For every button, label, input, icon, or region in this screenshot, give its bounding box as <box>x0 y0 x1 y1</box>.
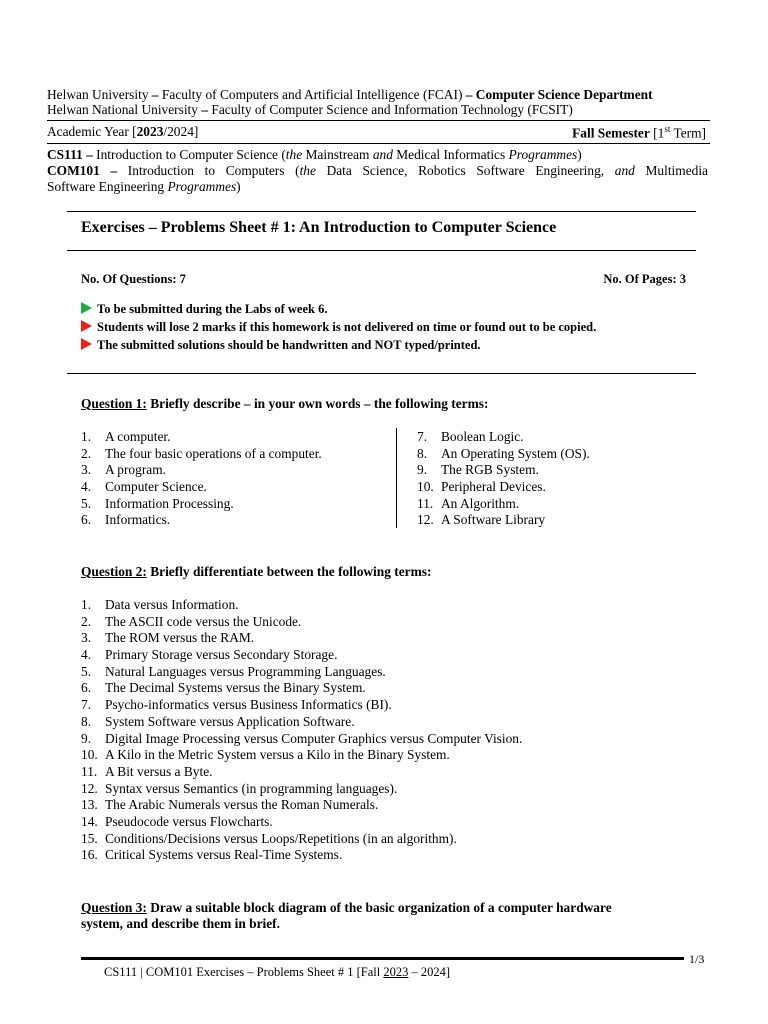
course-com101: COM101 – Introduction to Computers (the Data Science, Robotics Software Engineering, and Multimedia <box>47 163 708 178</box>
play-arrow-red-icon <box>81 338 92 350</box>
list-item-text: Boolean Logic. <box>441 429 524 444</box>
comparison-item <box>81 814 522 831</box>
comparison-item <box>81 697 522 714</box>
list-item-text: Conditions/Decisions versus Loops/Repetitions (in an algorithm). <box>105 830 457 846</box>
term-item <box>417 462 590 479</box>
term-item <box>81 512 322 529</box>
section-divider <box>67 373 696 374</box>
list-item-text: Syntax versus Semantics (in programming languages). <box>105 780 398 796</box>
comparison-item <box>81 747 522 764</box>
list-item-text: A computer. <box>105 429 171 444</box>
comparison-item <box>81 597 522 614</box>
list-item-text: A Kilo in the Metric System versus a Kilo in the Binary System. <box>105 747 450 763</box>
term-item <box>417 479 590 496</box>
term-item <box>417 496 590 513</box>
term-item <box>81 479 322 496</box>
list-item-number: 3. <box>81 462 92 478</box>
comparison-item <box>81 647 522 664</box>
list-item-text: Primary Storage versus Secondary Storage. <box>105 647 338 663</box>
semester: Fall Semester [1st Term] <box>572 124 706 141</box>
comparison-item <box>81 831 522 848</box>
term-item <box>417 429 590 446</box>
list-item-text: The ROM versus the RAM. <box>105 630 255 646</box>
question-2-heading: Question 2: Briefly differentiate between the following terms: <box>81 564 432 579</box>
course-com101-cont: Software Engineering Programmes) <box>47 179 241 194</box>
list-item-number: 11. <box>81 763 98 779</box>
list-item-number: 6. <box>81 512 92 528</box>
title-rule-top <box>67 211 696 212</box>
question-2-list <box>81 597 522 864</box>
term-item <box>81 446 322 463</box>
header-line-1: Helwan University – Faculty of Computers and Artificial Intelligence (FCAI) – Computer Science Department <box>47 87 653 102</box>
question-1-list-right <box>417 429 590 529</box>
list-item-text: The RGB System. <box>441 462 539 478</box>
list-item-text: Data versus Information. <box>105 597 239 612</box>
list-item-number: 10. <box>417 479 434 495</box>
list-item-number: 4. <box>81 479 92 495</box>
comparison-item <box>81 731 522 748</box>
list-item-number: 7. <box>81 697 92 713</box>
comparison-item <box>81 614 522 631</box>
question-1-list-left <box>81 429 322 529</box>
list-item-number: 4. <box>81 647 92 663</box>
term-item <box>417 512 590 529</box>
list-item-number: 5. <box>81 495 92 511</box>
term-item <box>81 429 322 446</box>
list-item-text: A Software Library <box>441 512 546 528</box>
play-arrow-red-icon <box>81 320 92 332</box>
list-item-text: The Arabic Numerals versus the Roman Numerals. <box>105 797 379 813</box>
list-item-text: A program. <box>105 462 166 478</box>
list-item-number: 3. <box>81 630 92 646</box>
list-item-number: 16. <box>81 847 98 863</box>
question-1-heading: Question 1: Briefly describe – in your own words – the following terms: <box>81 396 489 411</box>
list-item-text: The four basic operations of a computer. <box>105 445 322 461</box>
list-item-text: A Bit versus a Byte. <box>105 763 213 779</box>
question-3-heading: Question 3: Draw a suitable block diagram of the basic organization of a computer hardware <box>81 900 612 915</box>
list-item-number: 6. <box>81 680 92 696</box>
comparison-item <box>81 781 522 798</box>
academic-year: Academic Year [2023/2024] <box>47 124 199 139</box>
list-item-number: 2. <box>81 613 92 629</box>
list-item-number: 15. <box>81 830 98 846</box>
list-item-text: Critical Systems versus Real-Time Systems. <box>105 847 343 863</box>
notice-submission: To be submitted during the Labs of week 6. <box>81 302 327 317</box>
term-item <box>81 462 322 479</box>
sheet-title: Exercises – Problems Sheet # 1: An Introduction to Computer Science <box>81 219 557 236</box>
list-item-text: Psycho-informatics versus Business Informatics (BI). <box>105 697 392 713</box>
list-item-text: An Operating System (OS). <box>441 445 590 461</box>
number-of-pages: No. Of Pages: 3 <box>603 272 686 286</box>
term-item <box>417 446 590 463</box>
list-item-number: 1. <box>81 429 92 444</box>
header-divider-2 <box>47 143 710 144</box>
header-divider-1 <box>47 120 710 121</box>
list-item-number: 2. <box>81 445 92 461</box>
list-item-text: The Decimal Systems versus the Binary System. <box>105 680 366 696</box>
course-cs111: CS111 – Introduction to Computer Science (the Mainstream and Medical Informatics Programmes) <box>47 147 582 162</box>
list-item-number: 13. <box>81 797 98 813</box>
list-item-number: 12. <box>417 512 434 528</box>
list-item-text: Informatics. <box>105 512 171 528</box>
comparison-item <box>81 680 522 697</box>
comparison-item <box>81 714 522 731</box>
list-item-text: Natural Languages versus Programming Languages. <box>105 663 386 679</box>
comparison-item <box>81 764 522 781</box>
list-item-number: 1. <box>81 597 92 612</box>
list-item-text: Digital Image Processing versus Computer Graphics versus Computer Vision. <box>105 730 523 746</box>
comparison-item <box>81 630 522 647</box>
list-item-text: System Software versus Application Software. <box>105 713 355 729</box>
question-3-heading-cont: system, and describe them in brief. <box>81 916 280 931</box>
play-arrow-green-icon <box>81 302 92 314</box>
list-item-text: An Algorithm. <box>441 495 520 511</box>
page-number: 1/3 <box>689 952 705 966</box>
list-item-number: 9. <box>81 730 92 746</box>
question-1-column-divider <box>396 428 397 528</box>
footer-text: CS111 | COM101 Exercises – Problems Sheet # 1 [Fall 2023 – 2024] <box>104 965 451 979</box>
number-of-questions: No. Of Questions: 7 <box>81 272 186 286</box>
comparison-item <box>81 797 522 814</box>
comparison-item <box>81 664 522 681</box>
header-line-2: Helwan National University – Faculty of Computer Science and Information Technology (FCSIT) <box>47 102 573 117</box>
list-item-text: Pseudocode versus Flowcharts. <box>105 813 273 829</box>
comparison-item <box>81 847 522 864</box>
list-item-text: Computer Science. <box>105 479 207 495</box>
list-item-number: 14. <box>81 813 98 829</box>
list-item-number: 11. <box>417 495 434 511</box>
list-item-number: 5. <box>81 663 92 679</box>
notice-handwritten: The submitted solutions should be handwritten and NOT typed/printed. <box>81 338 481 353</box>
list-item-number: 8. <box>81 713 92 729</box>
list-item-number: 7. <box>417 429 428 444</box>
list-item-text: Peripheral Devices. <box>441 479 546 495</box>
notice-penalty: Students will lose 2 marks if this homework is not delivered on time or found out to be copied. <box>81 320 596 335</box>
footer-rule <box>81 957 684 960</box>
list-item-number: 9. <box>417 462 428 478</box>
list-item-text: Information Processing. <box>105 495 234 511</box>
list-item-text: The ASCII code versus the Unicode. <box>105 613 302 629</box>
list-item-number: 12. <box>81 780 98 796</box>
list-item-number: 10. <box>81 747 98 763</box>
list-item-number: 8. <box>417 445 428 461</box>
term-item <box>81 496 322 513</box>
title-rule-bottom <box>67 250 696 251</box>
